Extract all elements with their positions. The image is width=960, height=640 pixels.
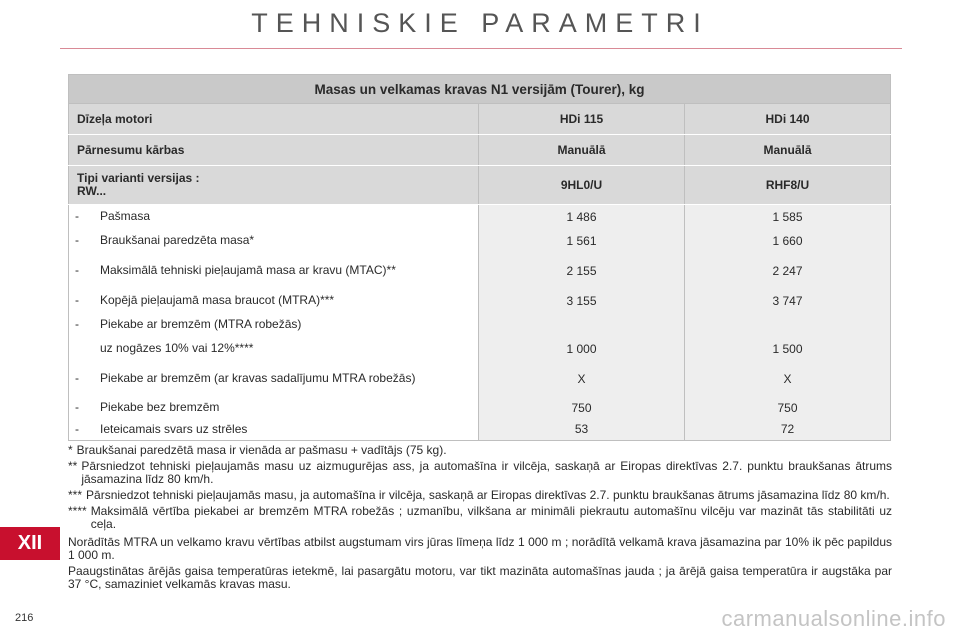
row-label: Piekabe bez bremzēm bbox=[100, 400, 220, 414]
table-row bbox=[69, 229, 891, 253]
row-dash: - bbox=[75, 317, 79, 331]
table-caption: Masas un velkamas kravas N1 versijām (Tourer), kg bbox=[69, 75, 891, 104]
row-value-1: 1 561 bbox=[479, 229, 685, 253]
footnote-mark: ** bbox=[68, 459, 78, 473]
row-label: Kopējā pieļaujamā masa braucot (MTRA)*** bbox=[100, 293, 335, 307]
row-label: Pašmasa bbox=[100, 209, 151, 224]
row-value-1: 750 bbox=[479, 397, 685, 419]
table-row bbox=[69, 397, 891, 419]
row-value-1: 1 486 bbox=[479, 205, 685, 229]
row-label: Ieteicamais svars uz strēles bbox=[100, 421, 248, 436]
table-row bbox=[69, 361, 891, 397]
notes-section bbox=[68, 444, 892, 591]
page-number: 216 bbox=[15, 612, 34, 624]
row-dash: - bbox=[75, 400, 79, 414]
row-label: Braukšanai paredzēta masa* bbox=[100, 233, 255, 247]
row-value-1: 1 000 bbox=[479, 337, 685, 361]
row-value-2: 2 247 bbox=[685, 253, 891, 289]
variant-value-2: RHF8/U bbox=[685, 166, 891, 205]
row-dash: - bbox=[75, 371, 79, 385]
row-label: Maksimālā tehniski pieļaujamā masa ar kravu (MTAC)** bbox=[100, 263, 396, 277]
variant-label-line1: Tipi varianti versijas : bbox=[77, 171, 200, 185]
table-row bbox=[69, 313, 891, 337]
altitude-paragraph: Norādītās MTRA un velkamo kravu vērtības atbilst augstumam virs jūras līmeņa līdz 1 000 m ; norādītā velkamā krava jāsamazina par 10% ik pēc papildus 1 000 m. bbox=[68, 535, 892, 562]
row-value-2: 1 585 bbox=[685, 205, 891, 229]
engine-hdi140: HDi 140 bbox=[685, 104, 891, 135]
footnote-mark: * bbox=[68, 443, 73, 457]
chapter-tab: XII bbox=[0, 527, 60, 560]
row-value-2: 3 747 bbox=[685, 289, 891, 313]
row-label: uz nogāzes 10% vai 12%**** bbox=[100, 341, 254, 355]
watermark: carmanualsonline.info bbox=[721, 606, 946, 631]
gearbox-row bbox=[69, 135, 891, 166]
footnote-text: Pārsniedzot tehniski pieļaujamās masu uz aizmugurējas ass, ja automašīna ir vilcēja, saskaņā ar Eiropas direktīvas 2.7. punktu braukšanas ātrums jāsamazina līdz 80 km/h. bbox=[81, 459, 892, 486]
row-dash: - bbox=[75, 421, 79, 436]
row-value-1 bbox=[479, 313, 685, 337]
table-row bbox=[69, 253, 891, 289]
mass-spec-table bbox=[68, 74, 891, 441]
variant-label-line2: RW... bbox=[77, 184, 107, 198]
engine-row bbox=[69, 104, 891, 135]
footnote bbox=[68, 489, 892, 502]
engine-hdi115: HDi 115 bbox=[479, 104, 685, 135]
footnote-mark: *** bbox=[68, 488, 83, 502]
row-label: Piekabe ar bremzēm (MTRA robežās) bbox=[100, 317, 302, 331]
table-row bbox=[69, 205, 891, 229]
row-value-2: 1 660 bbox=[685, 229, 891, 253]
footnote bbox=[68, 444, 892, 457]
table-row bbox=[69, 419, 891, 441]
footnote-mark: **** bbox=[68, 504, 87, 518]
row-value-1: 53 bbox=[479, 419, 685, 441]
row-value-2: 1 500 bbox=[685, 337, 891, 361]
row-value-1: 2 155 bbox=[479, 253, 685, 289]
footnote-text: Pārsniedzot tehniski pieļaujamās masu, ja automašīna ir vilcēja, saskaņā ar Eiropas direktīvas 2.7. punktu braukšanas ātrums jāsamazina līdz 80 km/h. bbox=[86, 488, 890, 502]
footnote-text: Maksimālā vērtība piekabei ar bremzēm MTRA robežās ; uzmanību, vilkšana ar minimāli piekrautu automašīnu vilcēju var mazināt tās stabilitāti uz ceļa. bbox=[90, 504, 892, 531]
variant-label bbox=[69, 166, 479, 205]
footnote bbox=[68, 505, 892, 531]
page-title: TEHNISKIE PARAMETRI bbox=[251, 8, 709, 38]
title-divider bbox=[60, 48, 902, 49]
table-caption-row bbox=[69, 75, 891, 104]
gearbox-label: Pārnesumu kārbas bbox=[69, 135, 479, 166]
row-value-1: X bbox=[479, 361, 685, 397]
row-value-2: 750 bbox=[685, 397, 891, 419]
row-dash: - bbox=[75, 233, 79, 247]
footnote-text: Braukšanai paredzētā masa ir vienāda ar pašmasu + vadītājs (75 kg). bbox=[76, 443, 447, 457]
gearbox-value-1: Manuālā bbox=[479, 135, 685, 166]
temperature-paragraph: Paaugstinātas ārējās gaisa temperatūras ietekmē, lai pasargātu motoru, var tikt mazināta automašīnas jauda ; ja ārējā gaisa temperatūra ir augstāka par 37 °C, samaziniet velkamās kravas masu. bbox=[68, 564, 892, 591]
row-label: Piekabe ar bremzēm (ar kravas sadalījumu MTRA robežās) bbox=[100, 371, 416, 385]
row-dash: - bbox=[75, 263, 79, 277]
row-value-1: 3 155 bbox=[479, 289, 685, 313]
table-row bbox=[69, 289, 891, 313]
variant-value-1: 9HL0/U bbox=[479, 166, 685, 205]
engine-label: Dīzeļa motori bbox=[69, 104, 479, 135]
gearbox-value-2: Manuālā bbox=[685, 135, 891, 166]
row-value-2: 72 bbox=[685, 419, 891, 441]
footnote bbox=[68, 460, 892, 486]
row-value-2 bbox=[685, 313, 891, 337]
table-row bbox=[69, 337, 891, 361]
variant-row bbox=[69, 166, 891, 205]
row-dash: - bbox=[75, 293, 79, 307]
row-dash: - bbox=[75, 209, 79, 224]
row-value-2: X bbox=[685, 361, 891, 397]
